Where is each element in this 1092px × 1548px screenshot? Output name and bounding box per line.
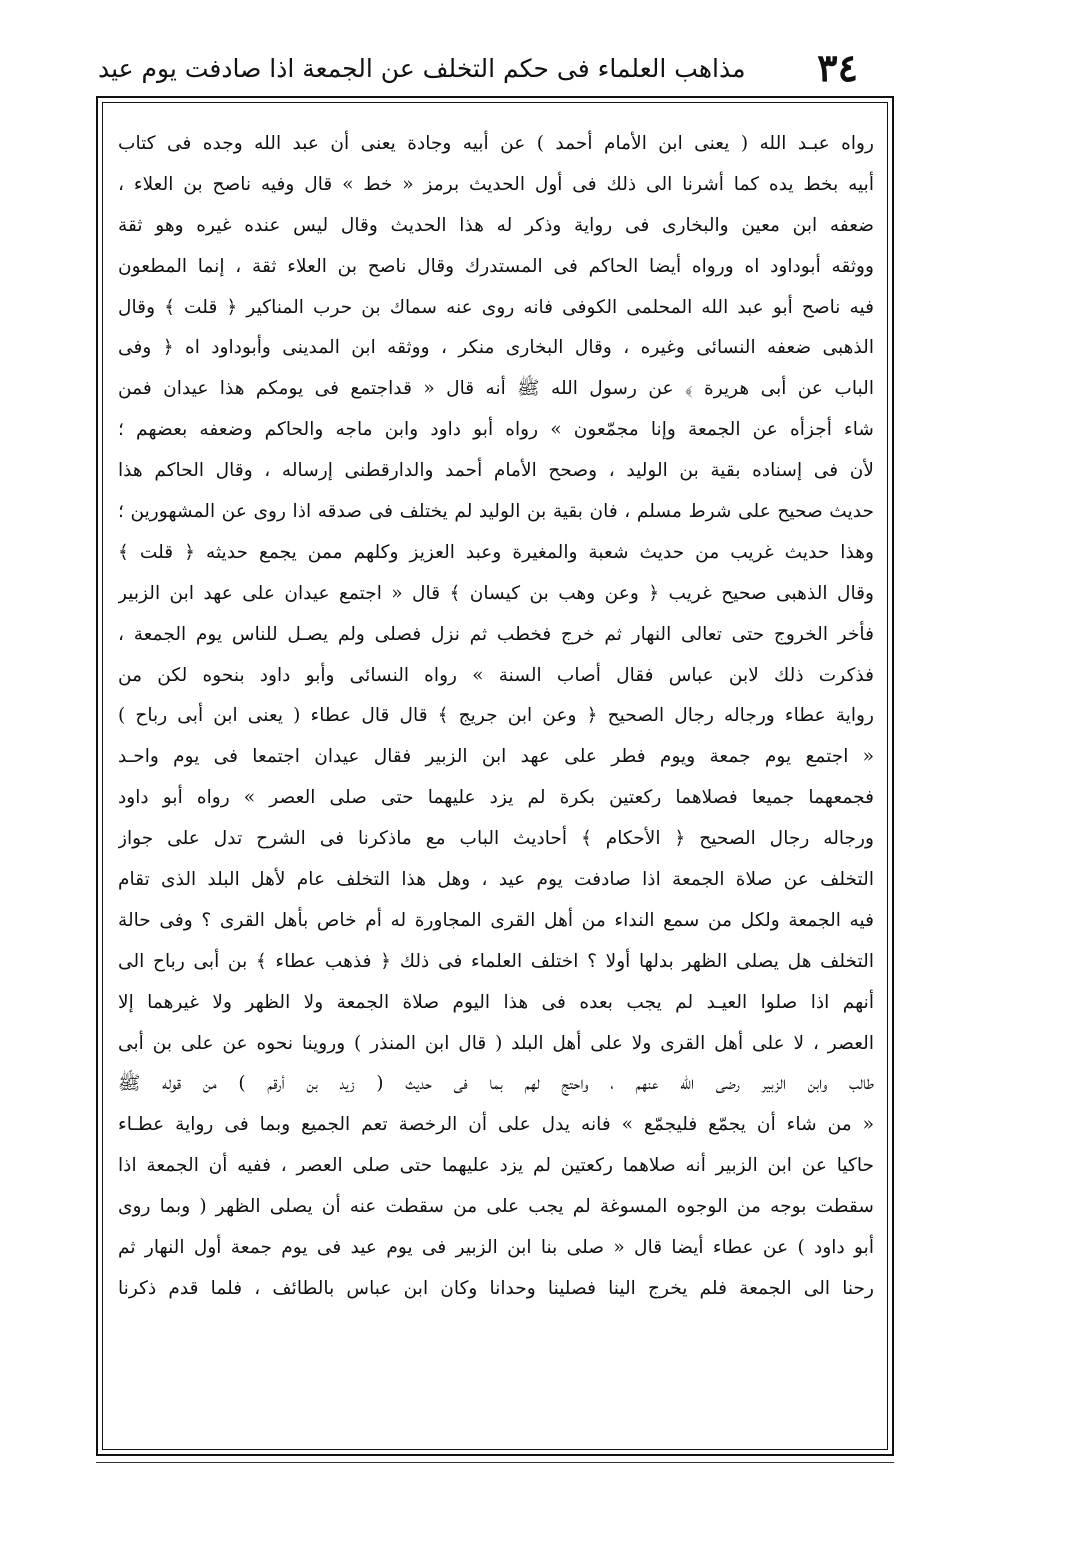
text-line: « من شاء أن يجمّع فليجمّع » فانه يدل على أن الرخصة تعم الجميع وبما فى رواية عطـاء	[118, 1114, 874, 1136]
text-line: رواية عطاء ورجاله رجال الصحيح ﴿ وعن ابن جريج ﴾ قال قال عطاء ( يعنى ابن أبى رباح )	[118, 705, 874, 727]
text-line: العصر ، لا على أهل القرى ولا على أهل البلد ( قال ابن المنذر ) وروينا نحوه عن على بن أبى	[118, 1032, 874, 1054]
text-line: طالب وابن الزبير رضى الله عنهم ، واحتج لهم بما فى حديث ( زيد بن أرقم ) من قوله ﷺ	[118, 1073, 874, 1095]
page-header	[98, 42, 858, 94]
text-line: فيه ناصح أبو عبد الله المحلمى الكوفى فانه روى عنه سماك بن حرب المناكير ﴿ قلت ﴾ وقال	[118, 296, 874, 318]
text-line: فأخر الخروج حتى تعالى النهار ثم خرج فخطب ثم نزل فصلى ولم يصـل للناس يوم الجمعة ،	[118, 623, 874, 645]
bottom-rule	[96, 1462, 894, 1463]
text-line: فذكرت ذلك لابن عباس فقال أصاب السنة » رواه النسائى وأبو داود بنحوه لكن من	[118, 664, 874, 686]
page-number: ٣٤	[817, 45, 858, 90]
text-line: الباب عن أبى هريرة ﴾ عن رسول الله ﷺ أنه قال « قداجتمع فى يومكم هذا عيدان فمن	[118, 378, 874, 400]
text-line: « اجتمع يوم جمعة ويوم فطر على عهد ابن الزبير فقال عيدان اجتمعا فى يوم واحـد	[118, 746, 874, 768]
running-title: مذاهب العلماء فى حكم التخلف عن الجمعة اذا صادفت يوم عيد	[98, 53, 746, 83]
text-line	[118, 1310, 874, 1351]
text-line: ووثقه أبوداود اه ورواه أيضا الحاكم فى المستدرك وقال ناصح بن العلاء ثقة ، إنما المطعون	[118, 255, 874, 277]
text-line: أبو داود ) عن عطاء أيضا قال « صلى بنا ابن الزبير فى يوم عيد فى يوم جمعة أول النهار ثم	[118, 1237, 874, 1259]
text-line: التخلف عن صلاة الجمعة اذا صادفت يوم عيد ، وهل هذا التخلف عام لأهل البلد الذى تقام	[118, 869, 874, 891]
text-line: الذهبى ضعفه النسائى وغيره ، وقال البخارى منكر ، ووثقه ابن المدينى وأبوداود اه ﴿ وفى	[118, 337, 874, 359]
text-line: وقال الذهبى صحيح غريب ﴿ وعن وهب بن كيسان ﴾ قال « اجتمع عيدان على عهد ابن الزبير	[118, 582, 874, 604]
text-line: ورجاله رجال الصحيح ﴿ الأحكام ﴾ أحاديث الباب مع ماذكرنا فى الشرح تدل على جواز	[118, 828, 874, 850]
text-line: لأن فى إسناده بقية بن الوليد ، وصحح الأمام أحمد والدارقطنى إرساله ، وقال الحاكم هذا	[118, 460, 874, 482]
text-line: ضعفه ابن معين والبخارى فى رواية وذكر له هذا الحديث وقال ليس عنده غيره وهو ثقة	[118, 214, 874, 236]
text-line: رحنا الى الجمعة فلم يخرج الينا فصلينا وحدانا وكان ابن عباس بالطائف ، فلما قدم ذكرنا	[118, 1277, 874, 1299]
text-line: حديث صحيح على شرط مسلم ، فان بقية بن الوليد لم يختلف فى صدقه اذا روى عن المشهورين ؛	[118, 501, 874, 523]
text-line: أبيه بخط يده كما أشرنا الى ذلك فى أول الحديث برمز « خط » قال وفيه ناصح بن العلاء ،	[118, 173, 874, 195]
text-line: فجمعهما جميعا فصلاهما ركعتين بكرة لم يزد عليهما حتى صلى العصر » رواه أبو داود	[118, 787, 874, 809]
text-line: فيه الجمعة ولكل من سمع النداء من أهل القرى المجاورة له أم خاص بأهل القرى ؟ وفى حالة	[118, 909, 874, 931]
text-line: التخلف هل يصلى الظهر بدلها أولا ؟ اختلف العلماء فى ذلك ﴿ فذهب عطاء ﴾ بن أبى رباح الى	[118, 950, 874, 972]
text-line: أنهم اذا صلوا العيـد لم يجب بعده فى هذا اليوم صلاة الجمعة ولا الظهر ولا غيرهما إلا	[118, 991, 874, 1013]
text-line: شاء أجزأه عن الجمعة وإنا مجمّعون » رواه أبو داود وابن ماجه والحاكم وضعفه بعضهم ؛	[118, 419, 874, 441]
text-line: رواه عبـد الله ( يعنى ابن الأمام أحمد ) عن أبيه وجادة يعنى أن عبد الله وجده فى كتاب	[118, 133, 874, 154]
text-line: حاكيا عن ابن الزبير أنه صلاهما ركعتين لم يزد عليهما حتى صلى العصر ، ففيه أن الجمعة اذا	[118, 1155, 874, 1177]
text-line: وهذا حديث غريب من حديث شعبة والمغيرة وعبد العزيز وكلهم ممن يجمع حديثه ﴿ قلت ﴾	[118, 541, 874, 563]
text-line: سقطت بوجه من الوجوه المسوغة لم يجب على من سقطت عنه أن يصلى الظهر ( وبما روى	[118, 1196, 874, 1218]
body-text	[118, 124, 874, 1442]
